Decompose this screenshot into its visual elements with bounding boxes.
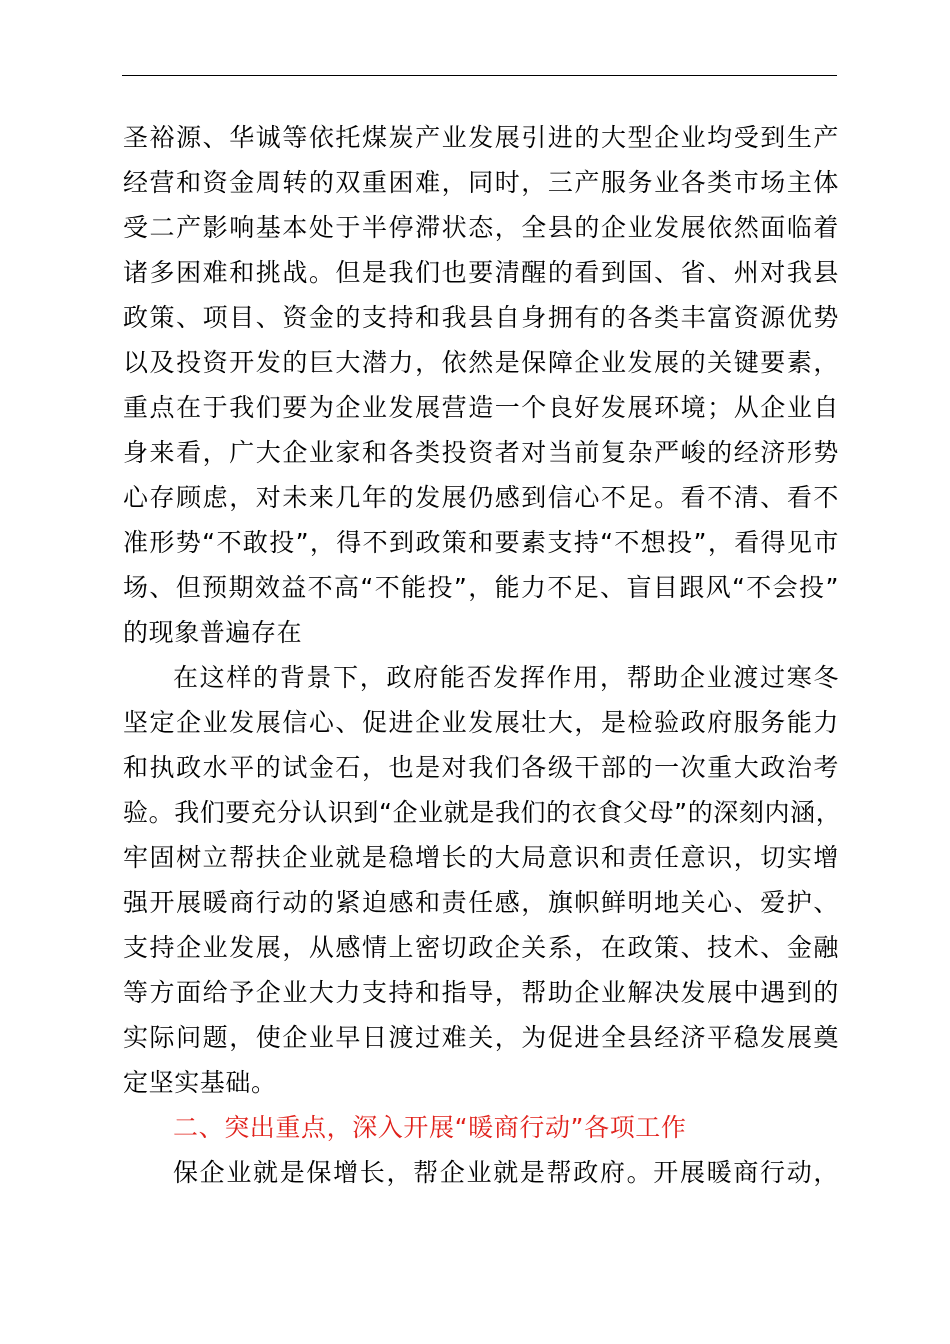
text-line: 定坚实基础。 [123,1068,277,1097]
text-line: 验。我们要充分认识到“企业就是我们的衣食父母”的深刻内涵， [123,798,842,827]
text-line: 和执政水平的试金石，也是对我们各级干部的一次重大政治考 [123,753,839,782]
paragraph-first-line: 在这样的背景下，政府能否发挥作用，帮助企业渡过寒冬 [173,663,839,692]
text-line: 受二产影响基本处于半停滞状态，全县的企业发展依然面临着 [123,213,839,242]
text-line: 经营和资金周转的双重困难，同时，三产服务业各类市场主体 [123,168,839,197]
text-line: 牢固树立帮扶企业就是稳增长的大局意识和责任意识，切实增 [123,843,839,872]
text-line: 准形势“不敢投”，得不到政策和要素支持“不想投”，看得见市 [123,528,839,557]
text-line: 重点在于我们要为企业发展营造一个良好发展环境；从企业自 [123,393,839,422]
section-heading: 二、突出重点，深入开展“暖商行动”各项工作 [173,1113,687,1142]
text-line: 身来看，广大企业家和各类投资者对当前复杂严峻的经济形势 [123,438,839,467]
text-line: 坚定企业发展信心、促进企业发展壮大，是检验政府服务能力 [123,708,839,737]
header-rule [122,75,837,76]
text-line: 等方面给予企业大力支持和指导，帮助企业解决发展中遇到的 [123,978,839,1007]
text-line: 的现象普遍存在 [123,618,303,647]
text-line: 场、但预期效益不高“不能投”，能力不足、盲目跟风“不会投” [123,573,839,602]
text-line: 强开展暖商行动的紧迫感和责任感，旗帜鲜明地关心、爱护、 [123,888,839,917]
text-line: 支持企业发展，从感情上密切政企关系，在政策、技术、金融 [123,933,839,962]
text-line: 以及投资开发的巨大潜力，依然是保障企业发展的关键要素， [123,348,839,377]
paragraph-first-line: 保企业就是保增长，帮企业就是帮政府。开展暖商行动， [173,1158,839,1187]
text-line: 实际问题，使企业早日渡过难关，为促进全县经济平稳发展奠 [123,1023,839,1052]
text-line: 心存顾虑，对未来几年的发展仍感到信心不足。看不清、看不 [123,483,839,512]
text-line: 诸多困难和挑战。但是我们也要清醒的看到国、省、州对我县 [123,258,839,287]
text-line: 圣裕源、华诚等依托煤炭产业发展引进的大型企业均受到生产 [123,123,839,152]
text-line: 政策、项目、资金的支持和我县自身拥有的各类丰富资源优势 [123,303,839,332]
